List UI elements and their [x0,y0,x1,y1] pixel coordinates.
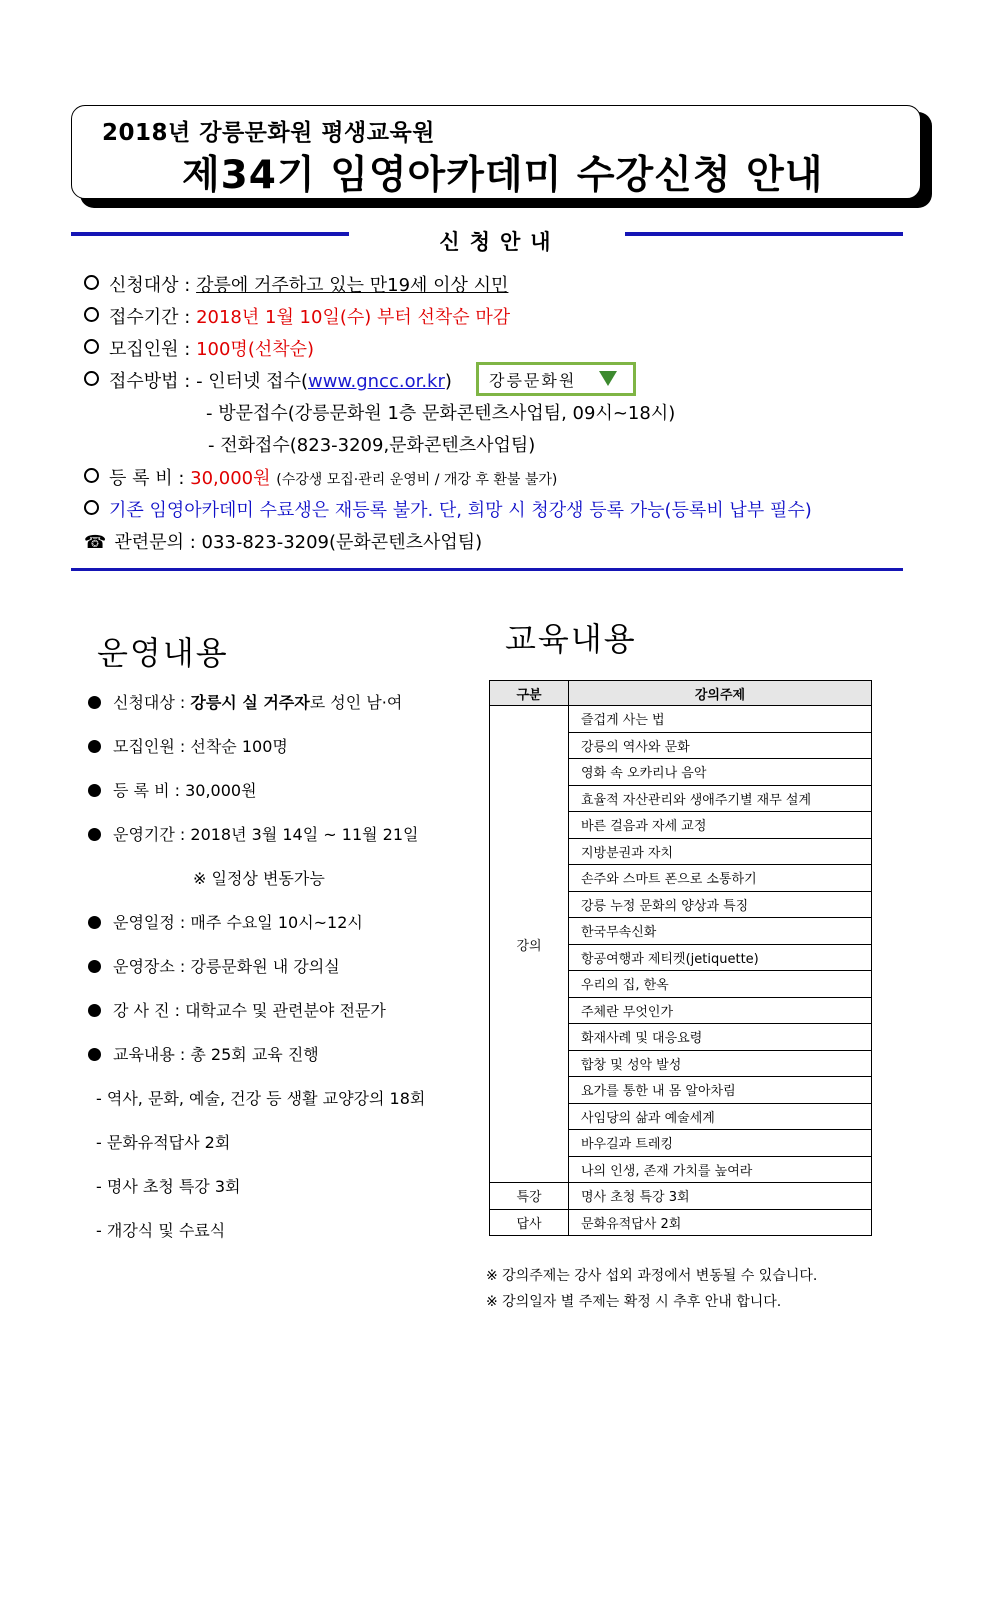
lecture-topic: 요가를 통한 내 몸 알아차림 [569,1077,872,1104]
op-period-text: 운영기간 : 2018년 3월 14일 ~ 11월 21일 [113,825,419,844]
bullet-dot-icon [88,696,101,709]
bullet-dot-icon [88,916,101,929]
info-alumni [84,496,812,522]
website-link[interactable]: www.gncc.or.kr [307,371,445,392]
lecture-topic: 나의 인생, 존재 가치를 높여라 [569,1156,872,1183]
op-target-label: 신청대상 : [113,693,191,712]
title-box [71,105,921,199]
op-schedule [88,910,363,933]
title-subtitle: 2018년 강릉문화원 평생교육원 [102,120,435,146]
lecture-topic: 바우길과 트레킹 [569,1130,872,1157]
lecture-topic: 항공여행과 제티켓(jetiquette) [569,944,872,971]
circle-bullet-icon [84,371,99,386]
column-header-category: 구분 [490,681,569,706]
phone-icon: ☎ [84,532,107,553]
info-method-label: 접수방법 [109,371,179,392]
category-tour: 답사 [490,1209,569,1236]
tour-topic: 문화유적답사 2회 [569,1209,872,1236]
bullet-dot-icon [88,1004,101,1017]
info-target: 신청대상 : 강릉에 거주하고 있는 만19세 이상 시민 [84,271,508,297]
table-header-row [490,681,872,706]
lecture-topic: 강릉 누정 문화의 양상과 특징 [569,891,872,918]
op-fee-text: 등 록 비 : 30,000원 [113,781,257,800]
lecture-topic: 화재사례 및 대응요령 [569,1024,872,1051]
lecture-topic: 합창 및 성악 발성 [569,1050,872,1077]
method-online-prefix: - 인터넷 접수( [196,371,308,392]
organization-select-value: 강릉문화원 [489,371,577,390]
op-instructors-text: 강 사 진 : 대학교수 및 관련분야 전문가 [113,1001,386,1020]
info-contact-value: 033-823-3209(문화콘텐츠사업팀) [201,532,483,553]
section-rule-left [71,232,349,236]
info-target-label: 신청대상 [109,275,179,296]
op-target-bold: 강릉시 실 거주자 [190,693,310,712]
lecture-topic: 효율적 자산관리와 생애주기별 재무 설계 [569,785,872,812]
method-online-suffix: ) [444,371,452,392]
info-fee-value: 30,000원 [190,468,271,489]
bullet-dot-icon [88,828,101,841]
info-fee: 등 록 비 : 30,000원 (수강생 모집·관리 운영비 / 개강 후 환불 불가) [84,464,557,490]
table-row [490,706,872,733]
lecture-topic: 강릉의 역사와 문화 [569,732,872,759]
education-table [489,680,872,1236]
education-heading: 교육내용 [505,620,637,658]
info-method: 접수방법 : - 인터넷 접수(www.gncc.or.kr) [84,367,452,393]
lecture-topic: 사임당의 삶과 예술세계 [569,1103,872,1130]
op-content [88,1042,319,1065]
info-capacity: 모집인원 : 100명(선착순) [84,335,314,361]
lecture-topic: 주체란 무엇인가 [569,997,872,1024]
section-divider [71,568,903,571]
info-period: 접수기간 : 2018년 1월 10일(수) 부터 선착순 마감 [84,303,510,329]
table-row [490,1209,872,1236]
lecture-topic: 지방분권과 자치 [569,838,872,865]
op-sub-item: - 문화유적답사 2회 [96,1133,231,1152]
circle-bullet-icon [84,468,99,483]
lecture-topic: 한국무속신화 [569,918,872,945]
organization-select[interactable] [476,362,636,396]
info-period-value: 2018년 1월 10일(수) 부터 선착순 마감 [196,307,511,328]
op-period [88,822,418,845]
special-topic: 명사 초청 특강 3회 [569,1183,872,1210]
op-venue [88,954,340,977]
operation-heading: 운영내용 [97,634,229,672]
info-capacity-value: 100명(선착순) [196,339,315,360]
section-rule-right [625,232,903,236]
circle-bullet-icon [84,275,99,290]
method-visit: - 방문접수(강릉문화원 1층 문화콘텐츠사업팀, 09시~18시) [206,403,676,424]
op-sub-item: - 역사, 문화, 예술, 건강 등 생활 교양강의 18회 [96,1089,426,1108]
lecture-topic: 바른 걸음과 자세 교정 [569,812,872,839]
info-fee-note: (수강생 모집·관리 운영비 / 개강 후 환불 불가) [276,472,558,488]
op-instructors [88,998,386,1021]
op-target-rest: 로 성인 남·여 [309,693,403,712]
section-title: 신청안내 [439,230,561,254]
page-title: 제34기 임영아카데미 수강신청 안내 [182,153,824,198]
info-alumni-text: 기존 임영아카데미 수료생은 재등록 불가. 단, 희망 시 청강생 등록 가능(등록비 납부 필수) [109,500,812,521]
op-sub-item: - 명사 초청 특강 3회 [96,1177,241,1196]
op-target [88,690,402,713]
table-note: ※ 강의일자 별 주제는 확정 시 추후 안내 합니다. [486,1294,782,1310]
op-period-note: ※ 일정상 변동가능 [193,869,325,888]
dropdown-arrow-icon[interactable] [599,371,617,386]
circle-bullet-icon [84,307,99,322]
info-capacity-label: 모집인원 [109,339,179,360]
bullet-dot-icon [88,784,101,797]
method-phone: - 전화접수(823-3209,문화콘텐츠사업팀) [208,435,536,456]
info-target-value: 강릉에 거주하고 있는 만19세 이상 시민 [196,275,509,296]
table-row [490,1183,872,1210]
op-fee [88,778,257,801]
bullet-dot-icon [88,1048,101,1061]
lecture-topic: 우리의 집, 한옥 [569,971,872,998]
op-capacity [88,734,288,757]
lecture-topic: 영화 속 오카리나 음악 [569,759,872,786]
info-contact-label: 관련문의 [114,532,184,553]
circle-bullet-icon [84,500,99,515]
column-header-topic: 강의주제 [569,681,872,706]
bullet-dot-icon [88,960,101,973]
table-note: ※ 강의주제는 강사 섭외 과정에서 변동될 수 있습니다. [486,1268,818,1284]
category-lecture: 강의 [490,706,569,1183]
op-schedule-text: 운영일정 : 매주 수요일 10시~12시 [113,913,363,932]
op-content-text: 교육내용 : 총 25회 교육 진행 [113,1045,319,1064]
lecture-topic: 즐겁게 사는 법 [569,706,872,733]
info-contact: ☎ 관련문의 : 033-823-3209(문화콘텐츠사업팀) [84,532,483,553]
bullet-dot-icon [88,740,101,753]
op-capacity-text: 모집인원 : 선착순 100명 [113,737,288,756]
circle-bullet-icon [84,339,99,354]
info-fee-label: 등 록 비 [109,468,173,489]
op-venue-text: 운영장소 : 강릉문화원 내 강의실 [113,957,340,976]
op-sub-item: - 개강식 및 수료식 [96,1221,226,1240]
info-period-label: 접수기간 [109,307,179,328]
lecture-topic: 손주와 스마트 폰으로 소통하기 [569,865,872,892]
category-special: 특강 [490,1183,569,1210]
